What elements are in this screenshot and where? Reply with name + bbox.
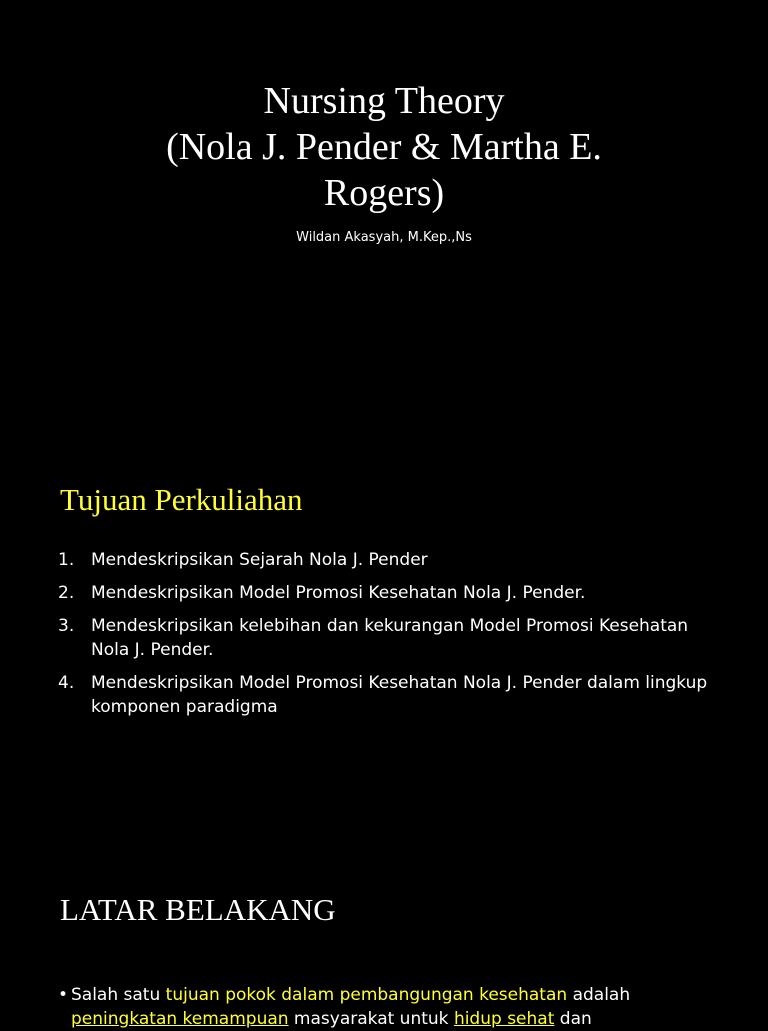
list-item-text: Mendeskripsikan Model Promosi Kesehatan Nola J. Pender dalam lingkup komponen paradigma (91, 673, 708, 717)
highlight-segment: tujuan pokok dalam pembangungan kesehatan (165, 985, 568, 1005)
highlight-segment: peningkatan kemampuan (71, 1009, 289, 1029)
background-title: LATAR BELAKANG (60, 892, 336, 927)
bullet-marker: • (58, 985, 69, 1005)
list-item-text: Mendeskripsikan Sejarah Nola J. Pender (91, 550, 428, 570)
title-line-1: Nursing Theory (263, 80, 505, 122)
list-item (58, 614, 718, 662)
text-segment: Salah satu (71, 985, 166, 1005)
list-item-number: 2. (58, 583, 75, 603)
text-segment: masyarakat untuk (288, 1009, 454, 1029)
list-item-number: 3. (58, 616, 75, 636)
presentation-title (40, 78, 728, 216)
list-item-number: 1. (58, 550, 75, 570)
objectives-slide (0, 470, 768, 770)
list-item-text: Mendeskripsikan kelebihan dan kekurangan Model Promosi Kesehatan Nola J. Pender. (91, 616, 689, 660)
title-line-3: Rogers) (323, 172, 445, 214)
highlight-segment: hidup sehat (453, 1009, 555, 1029)
text-segment: dan (554, 1009, 592, 1029)
objectives-title: Tujuan Perkuliahan (60, 482, 303, 517)
title-line-2: (Nola J. Pender & Martha E. (166, 126, 602, 168)
text-segment: adalah (567, 985, 631, 1005)
list-item-text: Mendeskripsikan Model Promosi Kesehatan Nola J. Pender. (91, 583, 586, 603)
objectives-list (58, 548, 718, 728)
list-item (58, 548, 718, 572)
author-name: Wildan Akasyah, M.Kep.,Ns (296, 230, 472, 245)
background-slide (0, 880, 768, 1029)
list-item (58, 671, 718, 719)
list-item-number: 4. (58, 673, 75, 693)
list-item (58, 581, 718, 605)
title-slide (0, 0, 768, 300)
